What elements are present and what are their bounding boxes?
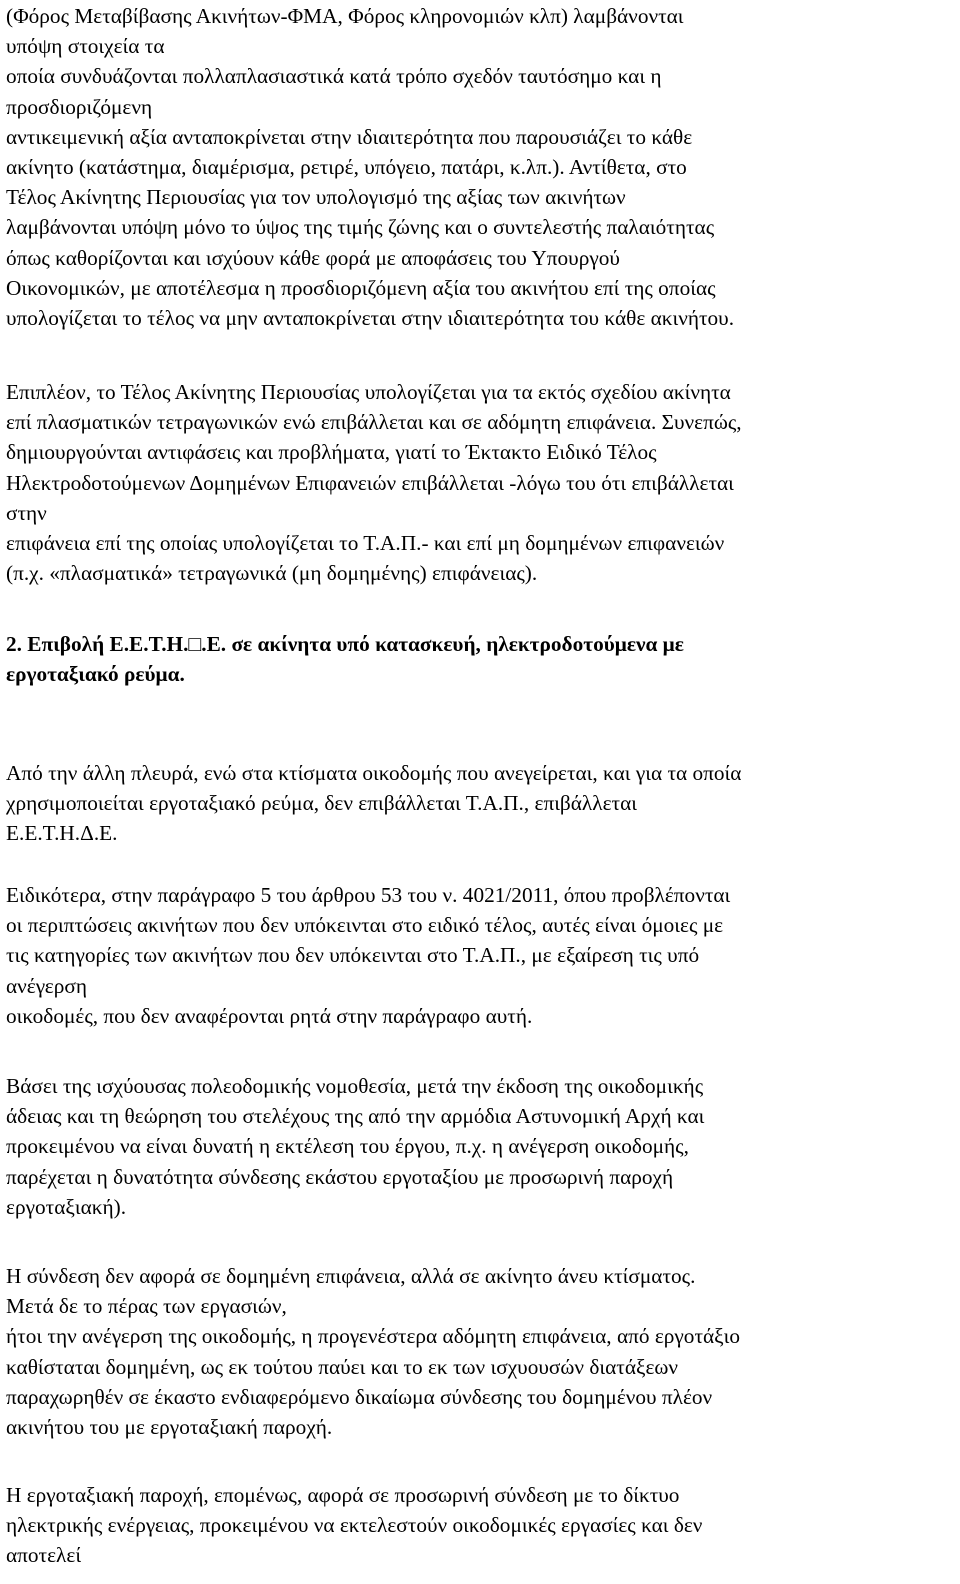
text-line: (π.χ. «πλασματικά» τετραγωνικά (μη δομημένης) επιφάνειας). <box>6 561 538 586</box>
text-line: αντικειμενική αξία ανταποκρίνεται στην ιδιαιτερότητα που παρουσιάζει το κάθε <box>6 124 693 149</box>
heading-line: εργοταξιακό ρεύμα. <box>6 662 185 687</box>
text-line: Βάσει της ισχύουσας πολεοδομικής νομοθεσία, μετά την έκδοση της οικοδομικής <box>6 1074 704 1098</box>
text-line: οι περιπτώσεις ακινήτων που δεν υπόκεινται στο ειδικό τέλος, αυτές είναι όμοιες με <box>6 913 724 938</box>
text-line: οποία συνδυάζονται πολλαπλασιαστικά κατά τρόπο σχεδόν ταυτόσημο και η <box>6 64 662 89</box>
text-line: χρησιμοποιείται εργοταξιακό ρεύμα, δεν επιβάλλεται Τ.Α.Π., επιβάλλεται <box>6 791 637 816</box>
paragraph-construction-power <box>6 758 956 849</box>
text-line: επί πλασματικών τετραγωνικών ενώ επιβάλλεται και σε αδόμητη επιφάνεια. Συνεπώς, <box>6 410 742 435</box>
paragraph-building-permit <box>6 1071 956 1222</box>
text-line: προσδιοριζόμενη <box>6 94 153 119</box>
text-line: Η εργοταξιακή παροχή, επομένως, αφορά σε προσωρινή σύνδεση με το δίκτυο <box>6 1483 680 1507</box>
text-line: Επιπλέον, το Τέλος Ακίνητης Περιουσίας υπολογίζεται για τα εκτός σχεδίου ακίνητα <box>6 380 731 404</box>
text-line: καθίσταται δομημένη, ως εκ τούτου παύει και το εκ των ισχυουσών διατάξεων <box>6 1354 679 1379</box>
text-line: άδειας και τη θεώρηση του στελέχους της από την αρμόδια Αστυνομική Αρχή και <box>6 1104 705 1129</box>
heading-line: 2. Επιβολή Ε.Ε.Τ.Η.□.Ε. σε ακίνητα υπό κατασκευή, ηλεκτροδοτούμενα με <box>6 632 684 656</box>
text-line: (Φόρος Μεταβίβασης Ακινήτων-ΦΜΑ, Φόρος κληρονομιών κλπ) λαμβάνονται <box>6 4 684 28</box>
paragraph-out-of-plan-properties <box>6 377 956 588</box>
text-line: ηλεκτρικής ενέργειας, προκειμένου να εκτελεστούν οικοδομικές εργασίες και δεν <box>6 1513 703 1538</box>
text-line: Από την άλλη πλευρά, ενώ στα κτίσματα οικοδομής που ανεγείρεται, και για τα οποία <box>6 761 742 785</box>
text-line: επιφάνεια επί της οποίας υπολογίζεται το Τ.Α.Π.- και επί μη δομημένων επιφανειών <box>6 530 725 555</box>
text-line: ακινήτου του με εργοταξιακή παροχή. <box>6 1414 333 1439</box>
text-line: προκειμένου να είναι δυνατή η εκτέλεση του έργου, π.χ. η ανέγερση οικοδομής, <box>6 1134 689 1159</box>
paragraph-law-reference <box>6 880 956 1031</box>
text-line: παρέχεται η δυνατότητα σύνδεσης εκάστου εργοταξίου με προσωρινή παροχή <box>6 1164 674 1189</box>
text-line: οικοδομές, που δεν αναφέρονται ρητά στην παράγραφο αυτή. <box>6 1003 533 1028</box>
text-line: όπως καθορίζονται και ισχύουν κάθε φορά με αποφάσεις του Υπουργού <box>6 245 620 270</box>
paragraph-connection <box>6 1261 956 1442</box>
text-line: λαμβάνονται υπόψη μόνο το ύψος της τιμής ζώνης και ο συντελεστής παλαιότητας <box>6 215 715 240</box>
paragraph-property-tax-comparison <box>6 1 956 333</box>
text-line: παραχωρηθέν σε έκαστο ενδιαφερόμενο δικαίωμα σύνδεσης του δομημένου πλέον <box>6 1384 713 1409</box>
text-line: δημιουργούνται αντιφάσεις και προβλήματα, γιατί το Έκτακτο Ειδικό Τέλος <box>6 440 657 465</box>
text-line: Ε.Ε.Τ.Η.Δ.Ε. <box>6 821 118 846</box>
text-line: Ειδικότερα, στην παράγραφο 5 του άρθρου 53 του ν. 4021/2011, όπου προβλέπονται <box>6 883 731 907</box>
text-line: Η σύνδεση δεν αφορά σε δομημένη επιφάνεια, αλλά σε ακίνητο άνευ κτίσματος. <box>6 1264 696 1288</box>
text-line: Τέλος Ακίνητης Περιουσίας για τον υπολογισμό της αξίας των ακινήτων <box>6 185 626 210</box>
text-line: ήτοι την ανέγερση της οικοδομής, η προγενέστερα αδόμητη επιφάνεια, από εργοτάξιο <box>6 1324 741 1349</box>
paragraph-temporary-supply <box>6 1480 956 1571</box>
text-line: ακίνητο (κατάστημα, διαμέρισμα, ρετιρέ, υπόγειο, πατάρι, κ.λπ.). Αντίθετα, στο <box>6 154 687 179</box>
text-line: Μετά δε το πέρας των εργασιών, <box>6 1294 287 1319</box>
text-line: Ηλεκτροδοτούμενων Δομημένων Επιφανειών επιβάλλεται -λόγω του ότι επιβάλλεται <box>6 470 734 495</box>
text-line: Οικονομικών, με αποτέλεσμα η προσδιοριζόμενη αξία του ακινήτου επί της οποίας <box>6 275 716 300</box>
text-line: υπόψη στοιχεία τα <box>6 34 165 59</box>
text-line: υπολογίζεται το τέλος να μην ανταποκρίνεται στην ιδιαιτερότητα του κάθε ακινήτου. <box>6 305 735 330</box>
text-line: εργοταξιακή). <box>6 1194 127 1219</box>
section-heading <box>6 629 956 689</box>
text-line: ανέγερση <box>6 973 87 998</box>
text-line: αποτελεί <box>6 1543 82 1568</box>
text-line: τις κατηγορίες των ακινήτων που δεν υπόκεινται στο Τ.Α.Π., με εξαίρεση τις υπό <box>6 943 700 968</box>
text-line: στην <box>6 500 47 525</box>
